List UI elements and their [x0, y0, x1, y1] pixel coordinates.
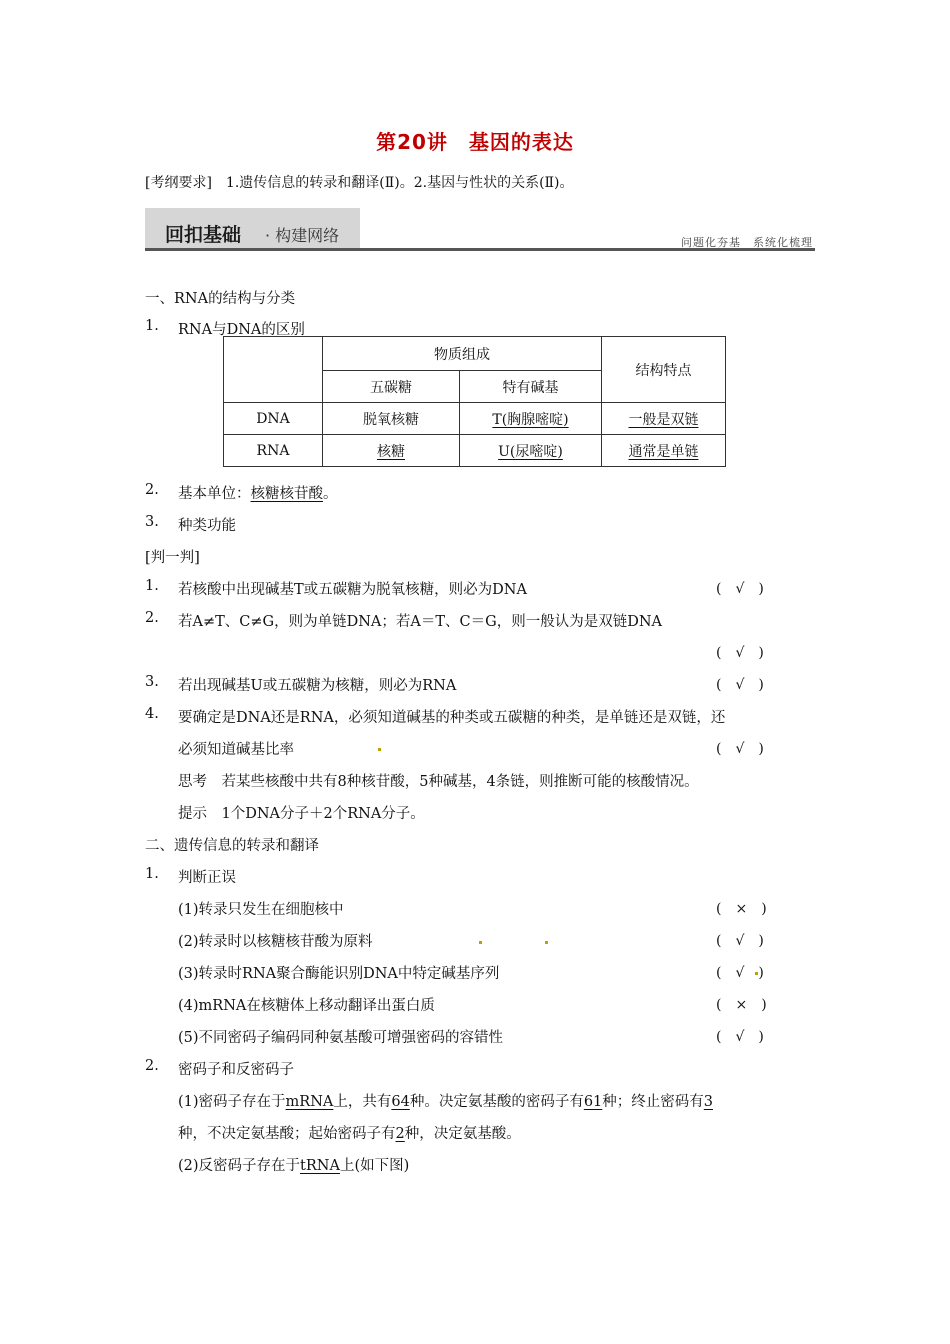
table-row — [224, 403, 726, 435]
judge-statement: 若核酸中出现碱基T或五碳糖为脱氧核糖，则必为DNA — [178, 582, 527, 598]
decoration-dot — [378, 748, 381, 751]
judge-statement: 若出现碱基U或五碳糖为核糖，则必为RNA — [178, 678, 457, 694]
table-cell — [460, 435, 602, 467]
answer-text: 核糖 — [377, 443, 405, 460]
item-text: 密码子和反密码子 — [178, 1062, 294, 1078]
answer-mark: ( √ ) — [716, 933, 764, 949]
item-number: 3. — [145, 674, 159, 690]
codon-text: 种，不决定氨基酸；起始密码子有 — [178, 1126, 396, 1142]
judge-statement: 要确定是DNA还是RNA，必须知道碱基的种类或五碳糖的种类，是单链还是双链，还 — [178, 710, 726, 726]
anticodon-text: (2)反密码子存在于 — [178, 1158, 301, 1174]
answer-mark: ( × ) — [716, 901, 767, 917]
item-number: 2. — [145, 1058, 159, 1074]
codon-text: 上，共有 — [333, 1094, 392, 1110]
item-number: 2. — [145, 610, 159, 626]
answer-mark: ( × ) — [716, 997, 767, 1013]
table-header-structure: 结构特点 — [602, 337, 726, 403]
table-cell — [602, 435, 726, 467]
codon-text: (1)密码子存在于 — [178, 1094, 286, 1110]
codon-text: 种。决定氨基酸的密码子有 — [409, 1094, 584, 1110]
basic-unit-answer: 核糖核苷酸 — [250, 486, 323, 502]
item-text: 判断正误 — [178, 870, 236, 886]
banner-title: 回扣基础 — [165, 224, 242, 246]
rna-dna-comparison-table — [223, 336, 726, 467]
table-corner-cell — [224, 337, 323, 403]
table-cell: RNA — [224, 435, 323, 467]
judge-statement: 若A≠T、C≠G，则为单链DNA；若A＝T、C＝G，则一般认为是双链DNA — [178, 614, 663, 630]
true-false-statement: (4)mRNA在核糖体上移动翻译出蛋白质 — [178, 998, 435, 1014]
think-hint: 提示 1个DNA分子＋2个RNA分子。 — [178, 806, 425, 822]
punctuation: 。 — [323, 486, 338, 502]
answer-mark: ( √ ) — [716, 965, 764, 981]
answer-text: 一般是双链 — [628, 411, 699, 428]
true-false-statement: (1)转录只发生在细胞核中 — [178, 902, 344, 918]
page-title: 第20讲 基因的表达 — [376, 130, 574, 154]
item-text: RNA与DNA的区别 — [178, 322, 305, 338]
item-text: 种类功能 — [178, 518, 236, 534]
codon-text: 种，决定氨基酸。 — [404, 1126, 521, 1142]
table-header-group: 物质组成 — [323, 337, 602, 371]
item-number: 1. — [145, 318, 159, 334]
codon-paragraph-line1 — [178, 1090, 713, 1111]
table-row — [224, 435, 726, 467]
codon-answer: 2 — [395, 1126, 405, 1142]
table-cell: DNA — [224, 403, 323, 435]
answer-mark: ( √ ) — [716, 741, 764, 757]
think-question: 思考 若某些核酸中共有8种核苷酸，5种碱基，4条链，则推断可能的核酸情况。 — [178, 774, 699, 790]
codon-text: 种；终止密码有 — [602, 1094, 704, 1110]
item-number: 1. — [145, 578, 159, 594]
table-cell — [460, 403, 602, 435]
answer-text: U(尿嘧啶) — [498, 443, 563, 460]
item-number: 1. — [145, 866, 159, 882]
table-header-base: 特有碱基 — [460, 371, 602, 403]
decoration-dot — [479, 941, 482, 944]
section1-heading: 一、RNA的结构与分类 — [145, 291, 296, 307]
table-cell — [323, 435, 460, 467]
true-false-statement: (3)转录时RNA聚合酶能识别DNA中特定碱基序列 — [178, 966, 500, 982]
basic-unit-line — [178, 482, 338, 503]
item-number: 4. — [145, 706, 159, 722]
judge-heading: [判一判] — [145, 550, 200, 566]
decoration-dot — [545, 941, 548, 944]
section2-heading: 二、遗传信息的转录和翻译 — [145, 838, 319, 854]
anticodon-answer: tRNA — [300, 1158, 340, 1174]
table-cell: 脱氧核糖 — [323, 403, 460, 435]
table-cell — [602, 403, 726, 435]
codon-answer: 61 — [583, 1094, 603, 1110]
banner-subtitle: · 构建网络 — [265, 226, 340, 245]
exam-requirements: [考纲要求] 1.遗传信息的转录和翻译(Ⅱ)。2.基因与性状的关系(Ⅱ)。 — [145, 175, 574, 191]
section-banner — [145, 208, 815, 254]
true-false-statement: (5)不同密码子编码同种氨基酸可增强密码的容错性 — [178, 1030, 504, 1046]
judge-statement-continued: 必须知道碱基比率 — [178, 742, 294, 758]
anticodon-paragraph — [178, 1154, 409, 1175]
true-false-statement: (2)转录时以核糖核苷酸为原料 — [178, 934, 373, 950]
item-number: 3. — [145, 514, 159, 530]
codon-answer: 3 — [703, 1094, 714, 1110]
codon-answer: 64 — [391, 1094, 410, 1110]
banner-slogan: 问题化夯基 系统化梳理 — [681, 236, 813, 249]
codon-answer: mRNA — [285, 1094, 334, 1110]
answer-text: T(胸腺嘧啶) — [492, 411, 569, 428]
answer-mark: ( √ ) — [716, 645, 764, 661]
answer-text: 通常是单链 — [628, 443, 699, 460]
table-header-sugar: 五碳糖 — [323, 371, 460, 403]
answer-mark: ( √ ) — [716, 1029, 764, 1045]
answer-mark: ( √ ) — [716, 581, 764, 597]
anticodon-text: 上(如下图) — [339, 1158, 410, 1174]
basic-unit-label: 基本单位： — [178, 486, 251, 502]
codon-paragraph-line2 — [178, 1122, 521, 1143]
item-number: 2. — [145, 482, 159, 498]
answer-mark: ( √ ) — [716, 677, 764, 693]
